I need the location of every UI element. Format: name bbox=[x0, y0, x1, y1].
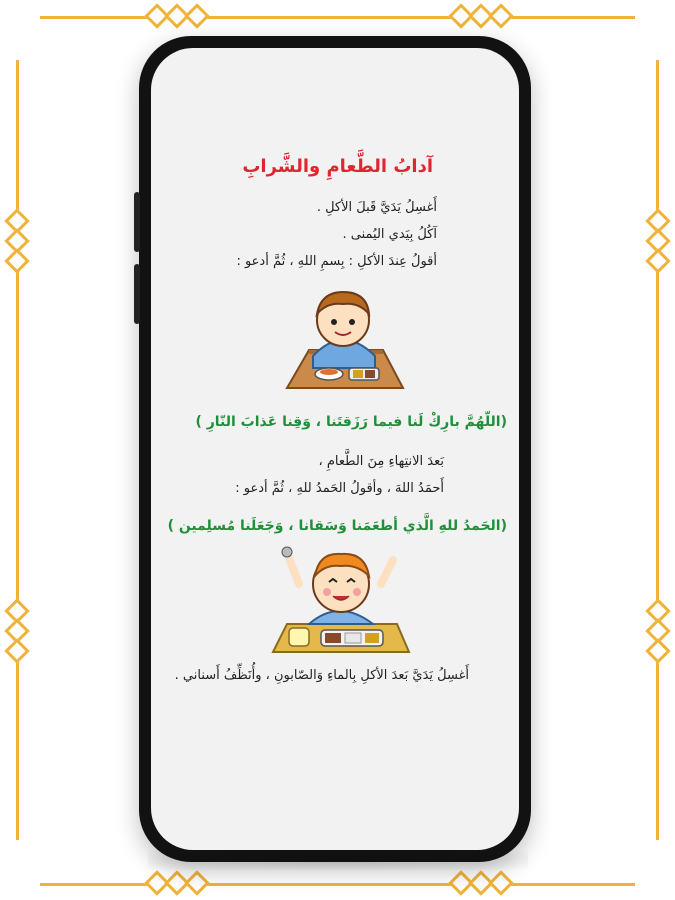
volume-up-button bbox=[134, 192, 140, 252]
dua-after-meal: (الحَمدُ للهِ الَّذي أطعَمَنا وَسَقانا ، وَجَعَلَنا مُسلِمين ) bbox=[167, 518, 507, 534]
page-title: آدابُ الطَّعامِ والشَّرابِ bbox=[242, 156, 433, 177]
intro-line: آكُلُ بِيَدي اليُمنى . bbox=[342, 227, 437, 242]
child-cheering-meal-illustration bbox=[269, 540, 411, 658]
intro-line: أقولُ عِندَ الأكلِ : بِسمِ اللهِ ، ثُمَّ أدعو : bbox=[236, 254, 437, 269]
frame-ornament-right-top bbox=[649, 212, 667, 270]
phone-mockup bbox=[139, 36, 531, 862]
frame-ornament-right-bottom bbox=[649, 602, 667, 660]
phone-screen bbox=[151, 48, 519, 850]
after-line: أَحمَدُ اللهَ ، وأقولُ الحَمدُ للهِ ، ثُمَّ أدعو : bbox=[235, 481, 444, 496]
closing-paragraph: أَغسِلُ يَدَيَّ بَعدَ الأكلِ بِالماءِ وَالصّابونِ ، وأُنَظِّفُ أَسناني . bbox=[174, 668, 469, 683]
after-line: بَعدَ الانتِهاءِ مِنَ الطَّعامِ ، bbox=[318, 454, 444, 469]
frame-left-line bbox=[16, 60, 19, 840]
after-meal-paragraph bbox=[235, 448, 444, 502]
frame-top-line bbox=[40, 16, 635, 19]
phone-shadow bbox=[148, 850, 528, 870]
frame-ornament-top-right bbox=[452, 7, 510, 25]
page-content bbox=[151, 48, 519, 850]
frame-bottom-line bbox=[40, 883, 635, 886]
intro-paragraph bbox=[236, 194, 437, 275]
frame-ornament-left-top bbox=[8, 212, 26, 270]
frame-ornament-bottom-right bbox=[452, 874, 510, 892]
frame-right-line bbox=[656, 60, 659, 840]
child-eating-illustration bbox=[279, 284, 407, 394]
frame-ornament-left-bottom bbox=[8, 602, 26, 660]
intro-line: أَغسِلُ يَدَيَّ قَبلَ الأكلِ . bbox=[316, 200, 437, 215]
frame-ornament-top-left bbox=[148, 7, 206, 25]
dua-before-meal: (اللّهُمَّ بارِكْ لَنا فيما رَزَقتَنا ، وَقِنا عَذابَ النّارِ ) bbox=[195, 414, 507, 430]
frame-ornament-bottom-left bbox=[148, 874, 206, 892]
volume-down-button bbox=[134, 264, 140, 324]
